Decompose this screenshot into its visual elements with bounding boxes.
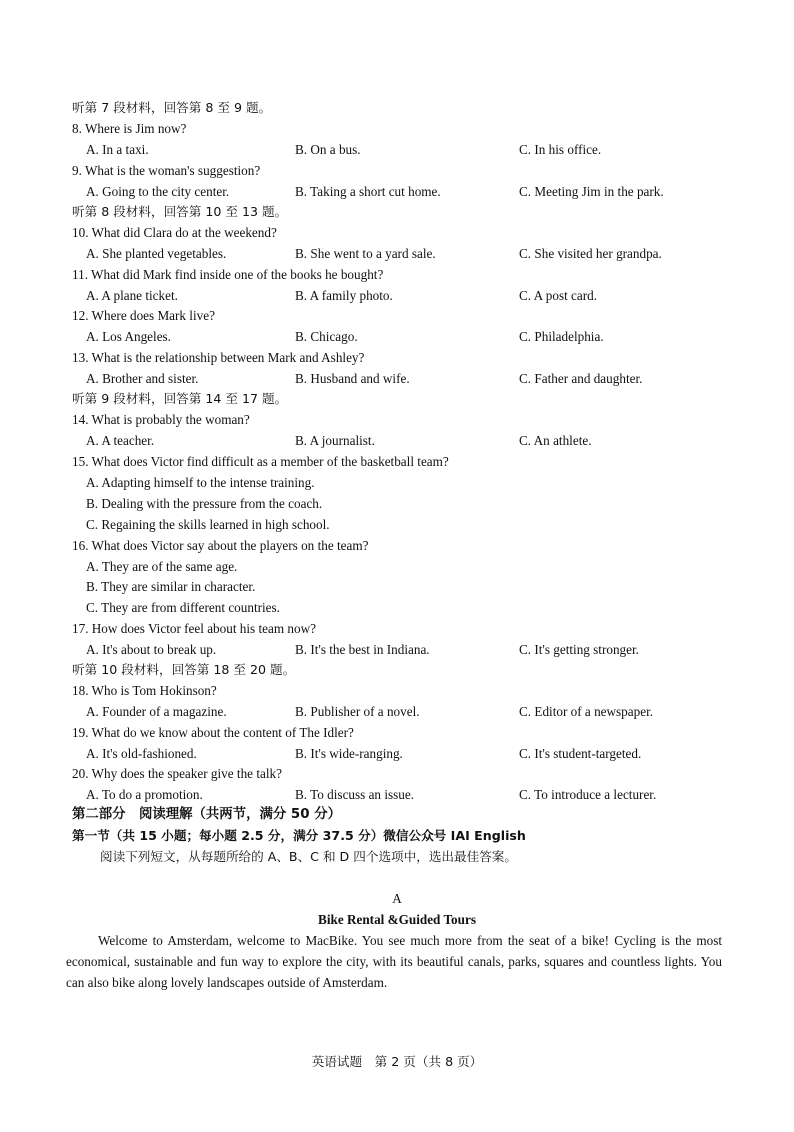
q12-option-c: C. Philadelphia. [519, 329, 604, 344]
q9-option-c: C. Meeting Jim in the park. [519, 184, 664, 199]
q19-option-b: B. It's wide-ranging. [295, 746, 403, 761]
q16-option-b: B. They are similar in character. [86, 579, 256, 594]
q19-option-a: A. It's old-fashioned. [86, 746, 197, 761]
q8-option-a: A. In a taxi. [86, 142, 149, 157]
q15-option-a: A. Adapting himself to the intense training. [86, 475, 315, 490]
q10-option-a: A. She planted vegetables. [86, 246, 227, 261]
q14-option-b: B. A journalist. [295, 433, 375, 448]
question-9: 9. What is the woman's suggestion? [72, 163, 261, 178]
q15-option-b: B. Dealing with the pressure from the coach. [86, 496, 323, 511]
q16-option-c: C. They are from different countries. [86, 600, 280, 615]
q9-option-a: A. Going to the city center. [86, 184, 230, 199]
q13-option-c: C. Father and daughter. [519, 371, 643, 386]
q16-option-a: A. They are of the same age. [86, 559, 238, 574]
question-16: 16. What does Victor say about the players on the team? [72, 538, 369, 553]
q20-option-b: B. To discuss an issue. [295, 787, 414, 802]
passage-letter: A [392, 891, 402, 906]
reading-instruction: 阅读下列短文，从每题所给的 A、B、C 和 D 四个选项中，选出最佳答案。 [100, 849, 517, 864]
question-10: 10. What did Clara do at the weekend? [72, 225, 277, 240]
q8-option-c: C. In his office. [519, 142, 602, 157]
section-one-heading: 第一节（共 15 小题；每小题 2.5 分，满分 37.5 分）微信公众号 IAI English [72, 828, 526, 843]
page-footer: 英语试题 第 2 页（共 8 页） [311, 1054, 483, 1069]
question-13: 13. What is the relationship between Mark and Ashley? [72, 350, 365, 365]
question-20: 20. Why does the speaker give the talk? [72, 766, 282, 781]
q13-option-a: A. Brother and sister. [86, 371, 199, 386]
q18-option-a: A. Founder of a magazine. [86, 704, 227, 719]
q19-option-c: C. It's student-targeted. [519, 746, 642, 761]
q17-option-c: C. It's getting stronger. [519, 642, 639, 657]
q8-option-b: B. On a bus. [295, 142, 361, 157]
section-header-7: 听第 7 段材料，回答第 8 至 9 题。 [72, 100, 272, 115]
part-two-heading: 第二部分 阅读理解（共两节，满分 50 分） [72, 807, 341, 822]
q20-option-c: C. To introduce a lecturer. [519, 787, 657, 802]
q18-option-c: C. Editor of a newspaper. [519, 704, 654, 719]
q9-option-b: B. Taking a short cut home. [295, 184, 441, 199]
question-11: 11. What did Mark find inside one of the books he bought? [72, 267, 384, 282]
q14-option-a: A. A teacher. [86, 433, 155, 448]
question-14: 14. What is probably the woman? [72, 412, 250, 427]
q10-option-b: B. She went to a yard sale. [295, 246, 436, 261]
q10-option-c: C. She visited her grandpa. [519, 246, 662, 261]
q18-option-b: B. Publisher of a novel. [295, 704, 420, 719]
q11-option-b: B. A family photo. [295, 288, 393, 303]
q12-option-b: B. Chicago. [295, 329, 358, 344]
question-19: 19. What do we know about the content of The Idler? [72, 725, 354, 740]
passage-paragraph: Welcome to Amsterdam, welcome to MacBike. You see much more from the seat of a bike! Cycling is the most economical, sustainable and fun way to explore the city, with its beautiful canals, parks, squares and countless lights. You can also bike along lovely landscapes outside of Amsterdam. [66, 933, 722, 990]
q11-option-a: A. A plane ticket. [86, 288, 178, 303]
q13-option-b: B. Husband and wife. [295, 371, 410, 386]
q17-option-a: A. It's about to break up. [86, 642, 217, 657]
section-header-10: 听第 10 段材料，回答第 18 至 20 题。 [72, 662, 296, 677]
passage-title: Bike Rental &Guided Tours [318, 912, 476, 927]
q14-option-c: C. An athlete. [519, 433, 592, 448]
q15-option-c: C. Regaining the skills learned in high school. [86, 517, 330, 532]
question-17: 17. How does Victor feel about his team now? [72, 621, 316, 636]
question-12: 12. Where does Mark live? [72, 308, 215, 323]
q11-option-c: C. A post card. [519, 288, 598, 303]
q20-option-a: A. To do a promotion. [86, 787, 203, 802]
q12-option-a: A. Los Angeles. [86, 329, 171, 344]
section-header-9: 听第 9 段材料，回答第 14 至 17 题。 [72, 391, 288, 406]
question-15: 15. What does Victor find difficult as a member of the basketball team? [72, 454, 449, 469]
question-18: 18. Who is Tom Hokinson? [72, 683, 217, 698]
q17-option-b: B. It's the best in Indiana. [295, 642, 430, 657]
question-8: 8. Where is Jim now? [72, 121, 187, 136]
section-header-8: 听第 8 段材料，回答第 10 至 13 题。 [72, 204, 288, 219]
